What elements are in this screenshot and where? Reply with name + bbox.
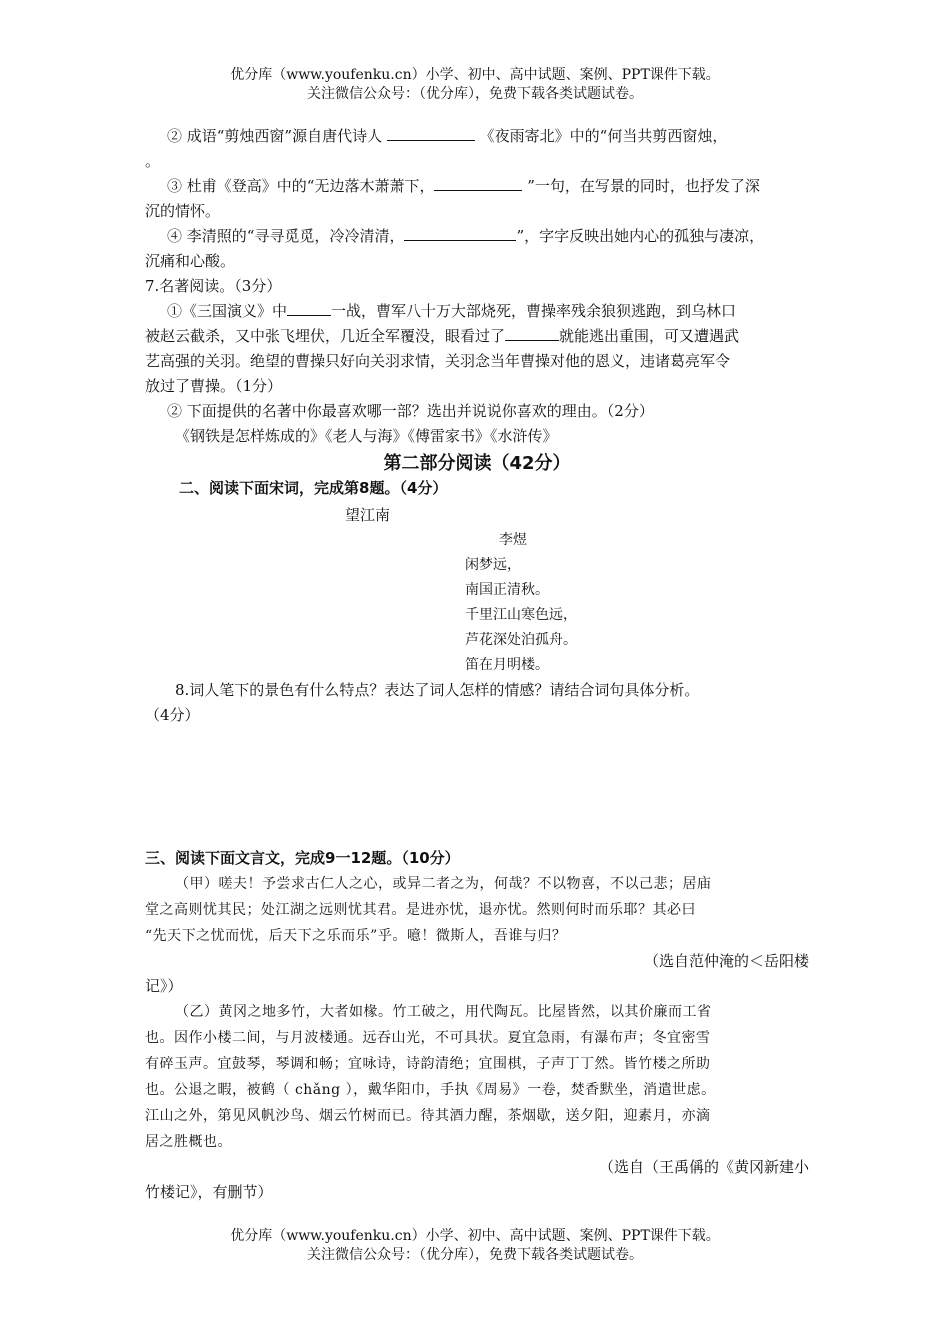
answer-blank[interactable] — [387, 125, 475, 141]
footer-line-1: 优分库（www.youfenku.cn）小学、初中、高中试题、案例、PPT课件下载。 — [230, 1228, 720, 1244]
passage-line: 堂之高则忧其民；处江湖之远则忧其君。是进亦忧，退亦忧。然则何时而乐耶？其必曰 — [145, 902, 696, 918]
poem-line: 千里江山寒色远， — [465, 607, 577, 623]
section3-title: 三、阅读下面文言文，完成9一12题。（10分） — [145, 849, 460, 867]
jia-source-cont: 记》） — [145, 977, 183, 995]
passage-yi — [145, 999, 809, 1155]
q6-item2-cont: 。 — [145, 152, 161, 170]
q7-book-list: 《钢铁是怎样炼成的》《老人与海》《傅雷家书》《水浒传》 — [175, 427, 558, 445]
passage-line: 江山之外，第见风帆沙鸟、烟云竹树而已。待其酒力醒，茶烟歇，送夕阳，迎素月，亦滴 — [145, 1108, 711, 1124]
passage-line: 也。公退之暇，被鹤（ chǎng ），戴华阳巾，手执《周易》一卷，焚香默坐，消遣世虑。 — [145, 1082, 716, 1098]
passage-line: “先天下之忧而忧，后天下之乐而乐”乎。噫！微斯人，吾谁与归？ — [145, 928, 567, 944]
header-line-1: 优分库（www.youfenku.cn）小学、初中、高中试题、案例、PPT课件下载。 — [230, 67, 720, 83]
q7-item1-line4: 放过了曹操。（1分） — [145, 377, 283, 395]
q8-question: 8.词人笔下的景色有什么特点？表达了词人怎样的情感？请结合词句具体分析。 — [175, 681, 700, 699]
passage-jia — [145, 871, 809, 949]
footer-line-2: 关注微信公众号：（优分库），免费下载各类试题试卷。 — [307, 1247, 643, 1263]
poem-line: 笛在月明楼。 — [465, 657, 549, 673]
section2-title: 二、阅读下面宋词，完成第8题。（4分） — [179, 479, 448, 497]
q7-item1: ①《三国演义》中 一战，曹军八十万大部烧死，曹操率残余狼狈逃跑，到乌林口 — [167, 302, 737, 320]
passage-line: （甲）嗟夫！予尝求古仁人之心，或异二者之为，何哉？不以物喜，不以己悲；居庙 — [175, 876, 712, 892]
poem-title: 望江南 — [345, 506, 391, 524]
jia-source: （选自范仲淹的＜岳阳楼 — [643, 952, 809, 970]
page-header — [0, 66, 950, 104]
q6-item2: ② 成语“剪烛西窗”源自唐代诗人 《夜雨寄北》中的“何当共剪西窗烛， — [167, 127, 728, 145]
answer-blank[interactable] — [287, 300, 331, 316]
q7-item2: ② 下面提供的名著中你最喜欢哪一部？选出并说说你喜欢的理由。（2分） — [167, 402, 654, 420]
q6-item3: ③ 杜甫《登高》中的“无边落木萧萧下， ”一句，在写景的同时，也抒发了深 — [167, 177, 760, 195]
passage-line: 有碎玉声。宜鼓琴，琴调和畅；宜咏诗，诗韵清绝；宜围棋，子声丁丁然。皆竹楼之所助 — [145, 1056, 711, 1072]
q6-item3-cont: 沉的情怀。 — [145, 202, 221, 220]
exam-body — [145, 124, 809, 1205]
yi-source: （选自（王禹偁的《黄冈新建小 — [598, 1158, 809, 1176]
passage-line: 居之胜概也。 — [145, 1134, 232, 1150]
poem-line: 芦花深处泊孤舟。 — [465, 632, 577, 648]
q6-item4-cont: 沉痛和心酸。 — [145, 252, 236, 270]
poem-line: 闲梦远， — [465, 557, 521, 573]
poem-line: 南国正清秋。 — [465, 582, 549, 598]
poem-author: 李煜 — [499, 532, 527, 548]
passage-line: 也。因作小楼二间，与月波楼通。远吞山光，不可具状。夏宜急雨，有瀑布声；冬宜密雪 — [145, 1030, 711, 1046]
q7-title: 7.名著阅读。（3分） — [145, 277, 282, 295]
part2-title: 第二部分阅读（42分） — [383, 453, 571, 474]
q7-item1-line2: 被赵云截杀，又中张飞埋伏，几近全军覆没，眼看过了 就能逃出重围，可又遭遇武 — [145, 327, 740, 345]
yi-source-cont: 竹楼记》，有删节） — [145, 1183, 273, 1201]
answer-blank[interactable] — [505, 325, 559, 341]
page-footer — [0, 1227, 950, 1265]
answer-blank[interactable] — [404, 225, 516, 241]
header-line-2: 关注微信公众号：（优分库），免费下载各类试题试卷。 — [307, 86, 643, 102]
q6-item4: ④ 李清照的“寻寻觅觅，冷冷清清， ”，字字反映出她内心的孤独与凄凉， — [167, 227, 765, 245]
q7-item1-line3: 艺高强的关羽。绝望的曹操只好向关羽求情，关羽念当年曹操对他的恩义，违诸葛亮军令 — [145, 352, 731, 370]
passage-line: （乙）黄冈之地多竹，大者如椽。竹工破之，用代陶瓦。比屋皆然，以其价廉而工省 — [175, 1004, 712, 1020]
answer-space[interactable] — [145, 728, 809, 846]
answer-blank[interactable] — [434, 175, 522, 191]
q8-points: （4分） — [145, 706, 200, 724]
